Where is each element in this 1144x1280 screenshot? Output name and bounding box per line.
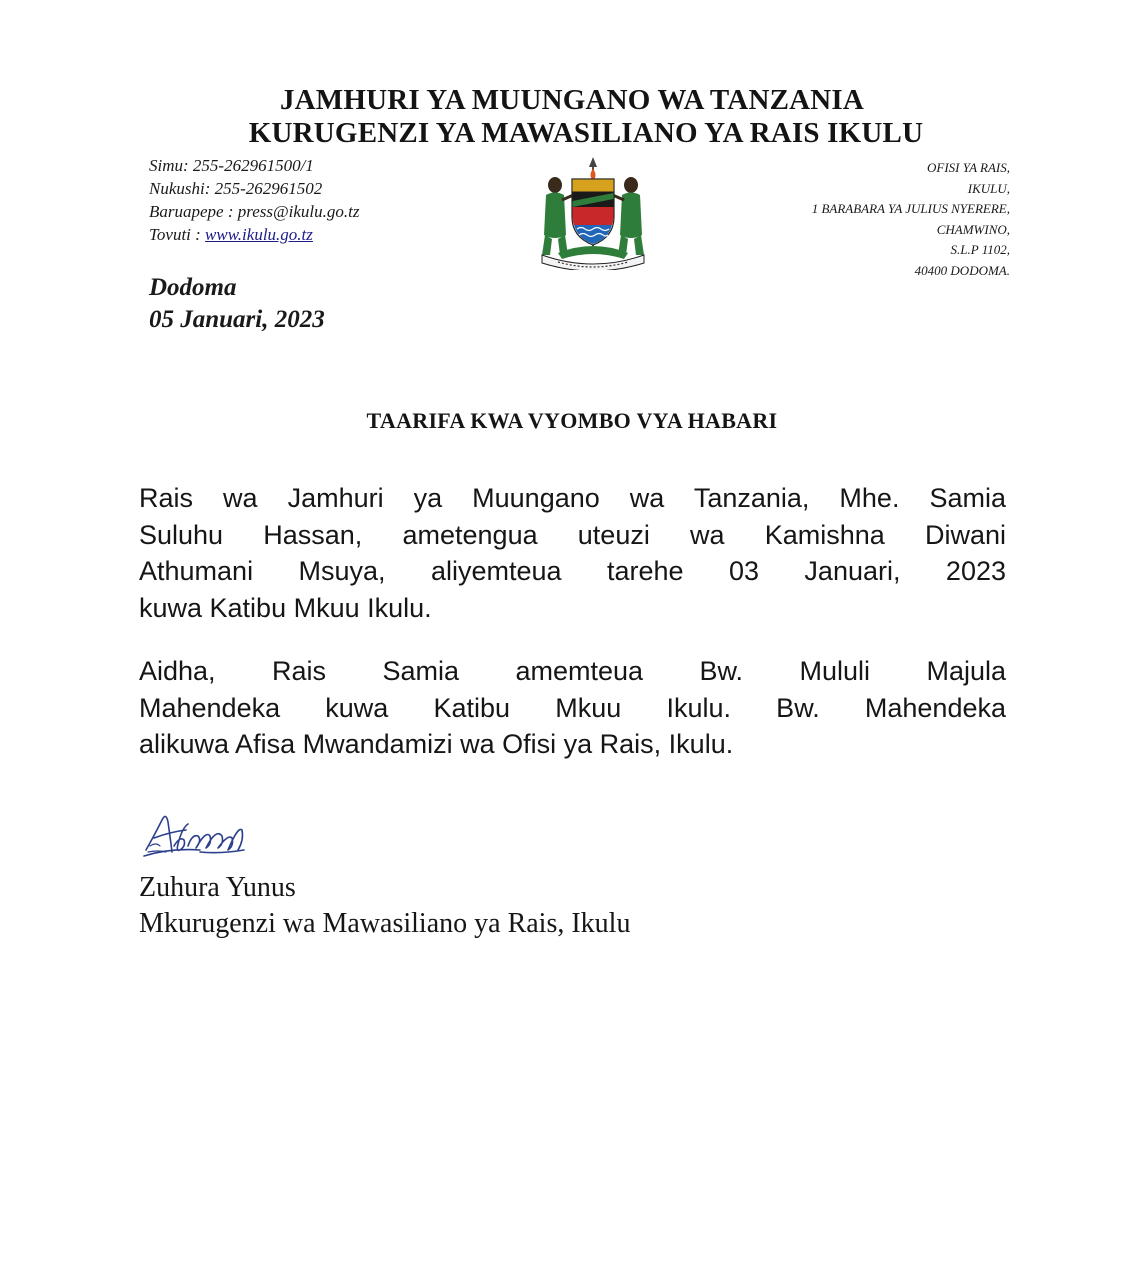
address-line: CHAMWINO, [936, 221, 1010, 237]
header-country-name: JAMHURI YA MUUNGANO WA TANZANIA [279, 84, 865, 116]
dateline [149, 272, 325, 336]
body-paragraph-1 [139, 480, 1006, 626]
body-paragraph-2 [139, 653, 1006, 763]
address-line: 40400 DODOMA. [914, 262, 1010, 278]
contact-block [149, 154, 359, 246]
contact-fax: Nukushi: 255-262961502 [149, 179, 323, 198]
signer-position: Mkurugenzi wa Mawasiliano ya Rais, Ikulu [139, 908, 631, 939]
paragraph-line: Mahendeka kuwa Katibu Mkuu Ikulu. Bw. Mahendeka [139, 692, 1006, 723]
handwritten-signature-icon [140, 806, 280, 864]
paragraph-line: Rais wa Jamhuri ya Muungano wa Tanzania, Mhe. Samia [139, 483, 1006, 513]
paragraph-line: kuwa Katibu Mkuu Ikulu. [139, 592, 432, 623]
address-line: OFISI YA RAIS, [927, 160, 1010, 175]
office-address-block [812, 158, 1010, 281]
coat-of-arms-icon [528, 155, 658, 270]
paragraph-line: Aidha, Rais Samia amemteua Bw. Mululi Majula [139, 656, 1006, 686]
paragraph-line: Athumani Msuya, aliyemteua tarehe 03 Januari, 2023 [139, 556, 1006, 586]
contact-website-row [149, 223, 359, 246]
contact-website-link[interactable]: www.ikulu.go.tz [205, 225, 313, 244]
document-title: TAARIFA KWA VYOMBO VYA HABARI [366, 408, 778, 433]
address-line: 1 BARABARA YA JULIUS NYERERE, [811, 201, 1010, 216]
address-line: IKULU, [967, 180, 1010, 196]
contact-website-label: Tovuti : [149, 225, 206, 244]
dateline-date: 05 Januari, 2023 [149, 306, 325, 333]
contact-phone: Simu: 255-262961500/1 [149, 156, 314, 175]
signer-name: Zuhura Yunus [139, 872, 296, 903]
signer-block [139, 870, 630, 942]
paragraph-line: Suluhu Hassan, ametengua uteuzi wa Kamishna Diwani [139, 519, 1006, 550]
dateline-place: Dodoma [149, 274, 237, 301]
paragraph-line: alikuwa Afisa Mwandamizi wa Ofisi ya Rais, Ikulu. [139, 729, 734, 759]
header-directorate-name: KURUGENZI YA MAWASILIANO YA RAIS IKULU [248, 117, 924, 149]
address-line: S.L.P 1102, [950, 242, 1010, 257]
contact-email: Baruapepe : press@ikulu.go.tz [149, 202, 360, 221]
